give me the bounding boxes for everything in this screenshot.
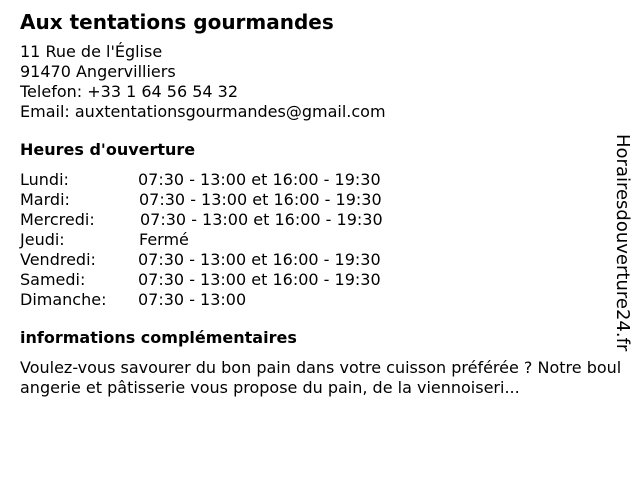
- street-address: 11 Rue de l'Église: [20, 42, 163, 61]
- additional-info-heading: informations complémentaires: [20, 328, 297, 347]
- day-label: Vendredi:: [20, 250, 96, 269]
- city-postcode: 91470 Angervilliers: [20, 62, 176, 81]
- contact-block: [20, 42, 620, 122]
- day-label: Mardi:: [20, 190, 70, 209]
- additional-info-text: Voulez-vous savourer du bon pain dans votre cuisson préférée ? Notre boulangerie et pâtisserie vous propose du pain, de la viennoiseri...: [20, 358, 622, 397]
- day-hours: Fermé: [139, 230, 189, 249]
- day-hours: 07:30 - 13:00 et 16:00 - 19:30: [139, 190, 382, 209]
- day-hours: 07:30 - 13:00 et 16:00 - 19:30: [138, 250, 381, 269]
- email-address: Email: auxtentationsgourmandes@gmail.com: [20, 102, 386, 121]
- hours-row-wednesday: [20, 210, 620, 230]
- day-hours: 07:30 - 13:00 et 16:00 - 19:30: [138, 170, 381, 189]
- day-hours: 07:30 - 13:00 et 16:00 - 19:30: [138, 270, 381, 289]
- day-label: Dimanche:: [20, 290, 107, 309]
- hours-row-sunday: [20, 290, 620, 310]
- business-name: Aux tentations gourmandes: [20, 10, 334, 34]
- phone-number: Telefon: +33 1 64 56 54 32: [20, 82, 239, 101]
- hours-row-monday: [20, 170, 620, 190]
- hours-row-thursday: [20, 230, 620, 250]
- hours-row-saturday: [20, 270, 620, 290]
- business-card: [20, 8, 620, 398]
- day-label: Samedi:: [20, 270, 86, 289]
- day-hours: 07:30 - 13:00 et 16:00 - 19:30: [140, 210, 383, 229]
- day-hours: 07:30 - 13:00: [138, 290, 247, 309]
- day-label: Lundi:: [20, 170, 69, 189]
- hours-row-tuesday: [20, 190, 620, 210]
- hours-row-friday: [20, 250, 620, 270]
- day-label: Mercredi:: [20, 210, 95, 229]
- opening-hours-heading: Heures d'ouverture: [20, 140, 196, 159]
- site-watermark: Horairesdouverture24.fr: [612, 134, 633, 352]
- day-label: Jeudi:: [20, 230, 65, 249]
- opening-hours-table: [20, 170, 620, 310]
